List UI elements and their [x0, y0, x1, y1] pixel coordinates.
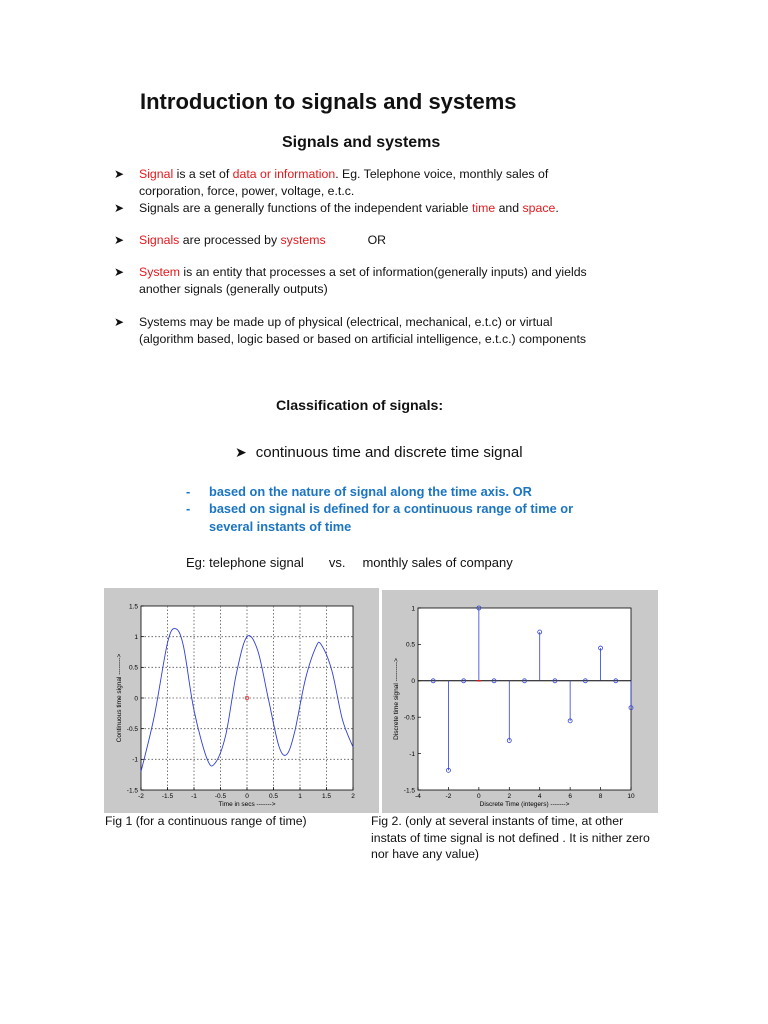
- bullet-text: Signals are a generally functions of the independent variable: [139, 201, 472, 215]
- bullet-term: Signals: [139, 233, 180, 247]
- discrete-signal-chart: [382, 590, 658, 813]
- bullet-text: . Eg. Telephone voice, monthly sales of corporation, force, power, voltage, e.t.c.: [139, 167, 549, 198]
- y-tick-label: 0.5: [405, 641, 415, 649]
- y-tick-label: -1: [132, 756, 138, 764]
- x-tick-label: 4: [537, 793, 542, 800]
- example-right: monthly sales of company: [362, 555, 513, 570]
- bullet-term: System: [139, 265, 180, 279]
- dash-item-text: based on signal is defined for a continuous range of time or several instants of time: [209, 501, 574, 534]
- classification-title: Classification of signals:: [276, 398, 444, 414]
- x-tick-label: 2: [507, 793, 512, 800]
- bullet-term: data or information: [232, 167, 336, 181]
- arrow-bullet-icon: ➤: [114, 315, 125, 329]
- x-tick-label: 6: [568, 793, 572, 800]
- x-tick-label: 1: [298, 793, 302, 800]
- x-tick-label: -4: [415, 793, 421, 800]
- figure-1-caption: Fig 1 (for a continuous range of time): [105, 814, 307, 828]
- y-tick-label: 1.5: [128, 603, 138, 611]
- y-tick-label: -0.5: [403, 714, 415, 722]
- bullet-term: space: [522, 201, 556, 215]
- bullet-term: systems: [280, 233, 326, 247]
- bullet-text: and: [495, 201, 523, 215]
- y-axis-label: Discrete time signal --------->: [393, 658, 400, 740]
- y-tick-label: 0: [411, 678, 415, 686]
- example-vs: vs.: [328, 555, 346, 570]
- y-tick-label: -1: [409, 750, 415, 758]
- x-tick-label: 10: [627, 793, 635, 800]
- x-tick-label: -1.5: [161, 793, 174, 800]
- bullet-text: .: [555, 201, 559, 215]
- y-tick-label: -0.5: [126, 725, 138, 733]
- bullet-term: time: [471, 201, 496, 215]
- x-tick-label: -1: [191, 793, 197, 800]
- arrow-bullet-icon: ➤: [114, 201, 125, 215]
- y-tick-label: 1: [411, 605, 415, 613]
- dash-item-text: based on the nature of signal along the time axis. OR: [209, 484, 532, 499]
- figure-1: [104, 588, 379, 813]
- plot-area: [418, 608, 631, 790]
- y-axis-label: Continuous time signal -------->: [116, 653, 123, 743]
- figure-2-caption: Fig 2. (only at several instants of time, at other instats of time signal is not defined . It is nither zero nor have any value): [371, 814, 650, 861]
- x-axis-label: Time in secs ------->: [218, 801, 276, 808]
- x-tick-label: 1.5: [321, 793, 332, 800]
- y-tick-label: -1.5: [126, 787, 138, 795]
- arrow-bullet-icon: ➤: [114, 265, 125, 279]
- bullet-term: Signal: [139, 167, 174, 181]
- y-tick-label: 1: [134, 633, 138, 641]
- bullet-text: is an entity that processes a set of information(generally inputs) and yields another signals (generally outputs): [139, 265, 587, 296]
- y-tick-label: -1.5: [403, 787, 415, 795]
- classification-item-text: continuous time and discrete time signal: [255, 444, 523, 461]
- figure-2: [382, 590, 658, 813]
- example-line: [186, 555, 513, 570]
- x-axis-label: Discrete Time (integers) ------->: [479, 801, 570, 808]
- x-tick-label: 8: [598, 793, 603, 800]
- bullet-text: Systems may be made up of physical (electrical, mechanical, e.t.c) or virtual (algorithm based, logic based or based on artificial intelligence, e.t.c.) components: [139, 315, 587, 346]
- x-tick-label: 2: [351, 793, 355, 800]
- arrow-bullet-icon: ➤: [235, 444, 247, 460]
- bullet-text: OR: [367, 233, 387, 247]
- section-subtitle: Signals and systems: [282, 134, 441, 151]
- continuous-signal-chart: [104, 588, 379, 813]
- x-tick-label: 0.5: [268, 793, 279, 800]
- dash-marker: -: [186, 501, 191, 516]
- bullet-text: is a set of: [173, 167, 233, 181]
- example-left: Eg: telephone signal: [186, 555, 304, 570]
- bullet-text: are processed by: [179, 233, 281, 247]
- y-tick-label: 0: [134, 695, 138, 703]
- arrow-bullet-icon: ➤: [114, 233, 125, 247]
- dash-marker: -: [186, 484, 191, 499]
- classification-item: [235, 444, 523, 461]
- x-tick-label: -2: [138, 793, 144, 800]
- page-title: Introduction to signals and systems: [140, 89, 517, 114]
- x-tick-label: -0.5: [214, 793, 227, 800]
- arrow-bullet-icon: ➤: [114, 167, 125, 181]
- x-tick-label: 0: [477, 793, 481, 800]
- x-tick-label: 0: [245, 793, 249, 800]
- x-tick-label: -2: [445, 793, 452, 800]
- y-tick-label: 0.5: [128, 664, 138, 672]
